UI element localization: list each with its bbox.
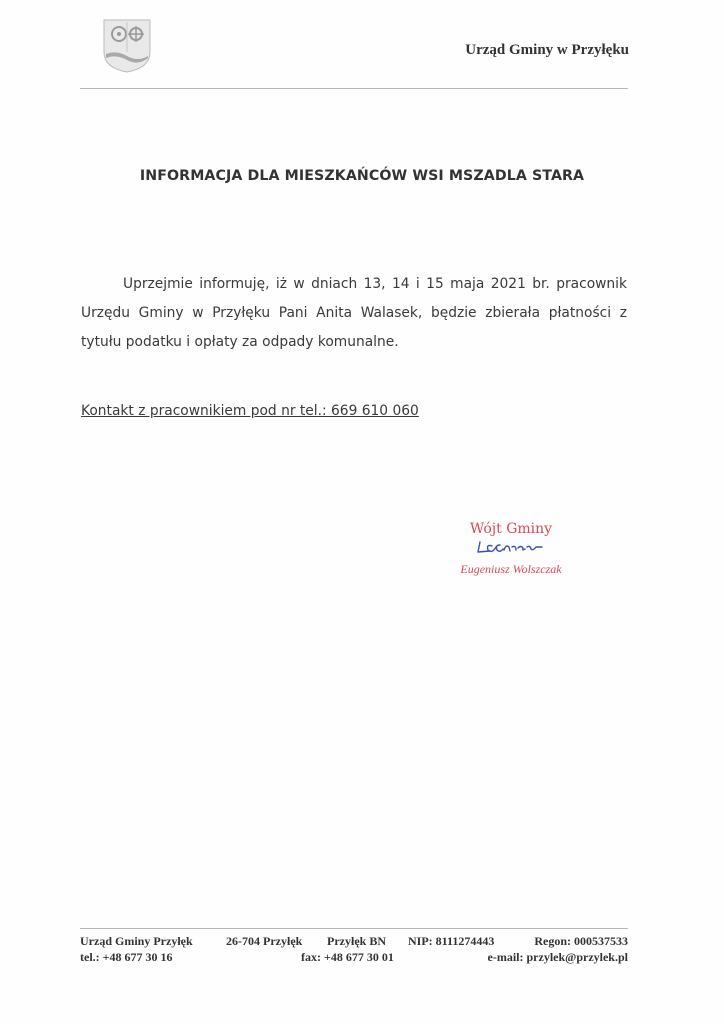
- document-title: INFORMACJA DLA MIESZKAŃCÓW WSI MSZADLA STARA: [139, 168, 585, 184]
- footer-office: Urząd Gminy Przyłęk: [80, 934, 193, 948]
- header-divider: [80, 88, 628, 89]
- footer-regon: Regon: 000537533: [534, 934, 628, 948]
- stamp-title: Wójt Gminy: [469, 521, 553, 537]
- handwritten-signature: [466, 538, 556, 556]
- body-paragraph: Uprzejmie informuję, iż w dniach 13, 14 i 15 maja 2021 br. pracownik Urzędu Gminy w Przyłęku Pani Anita Walasek, będzie zbierała płatności z tytułu podatku i opłaty za odpady komunalne.: [81, 276, 627, 350]
- footer-email: e-mail: przylek@przylek.pl: [487, 950, 628, 964]
- coat-of-arms-icon: [102, 18, 152, 74]
- footer-fax: fax: +48 677 30 01: [301, 950, 394, 964]
- footer-postal: 26-704 Przyłęk: [226, 934, 303, 948]
- stamp-name: Eugeniusz Wolszczak: [460, 562, 562, 576]
- footer-post: Przyłęk BN: [327, 934, 386, 948]
- contact-line: Kontakt z pracownikiem pod nr tel.: 669 610 060: [81, 403, 419, 419]
- header-office-name: Urząd Gminy w Przyłęku: [465, 42, 629, 58]
- footer-tel: tel.: +48 677 30 16: [80, 950, 173, 964]
- footer-nip: NIP: 8111274443: [408, 934, 495, 948]
- signature-stamp: [436, 520, 586, 577]
- document-body: [81, 270, 627, 357]
- footer-divider: [80, 928, 628, 929]
